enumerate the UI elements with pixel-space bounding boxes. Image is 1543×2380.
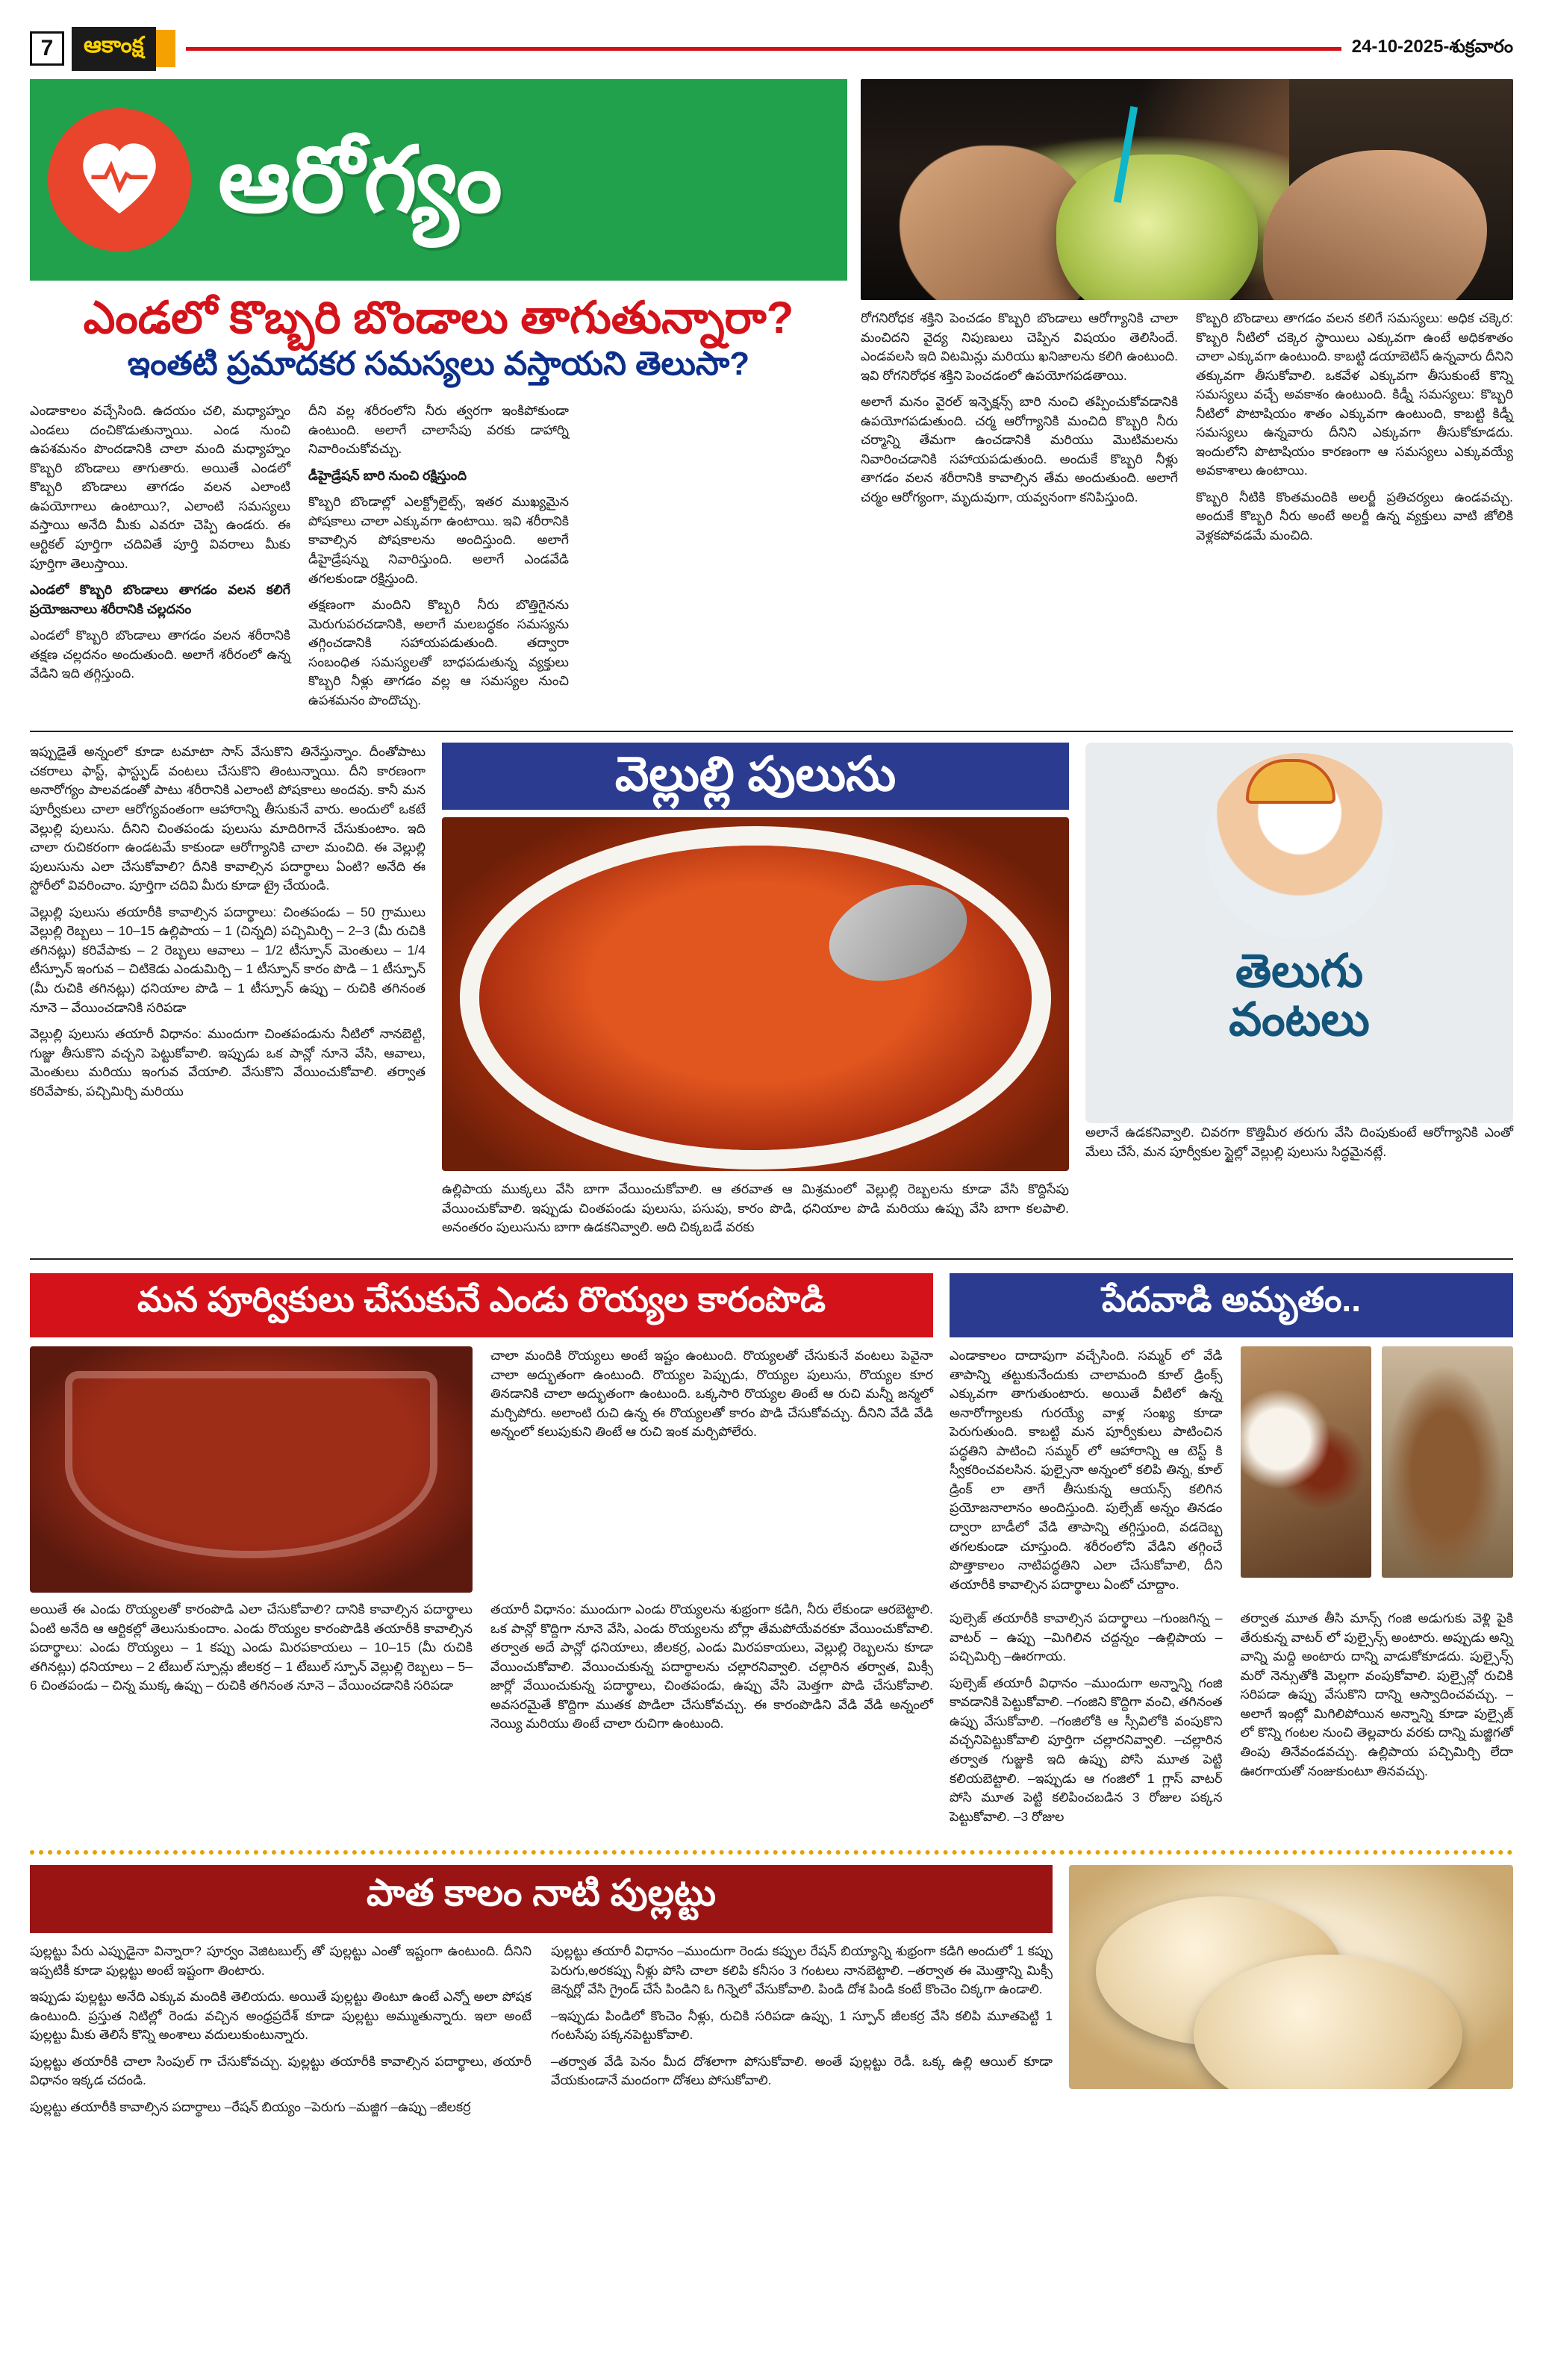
page-number: 7 bbox=[30, 31, 64, 66]
logo-accent-bar bbox=[156, 30, 175, 67]
paragraph: తయారీ విధానం: ముందుగా ఎండు రొయ్యలను శుభ్రంగా కడిగి, నీరు లేకుండా ఆరబెట్టాలి. ఒక పాన్లో కొద్దిగా నూనె వేసి, ఎండు రొయ్యలను బోర్లా తేమపోయేవరకూ వేయించుకోవాలి. తర్వాత అదే పాన్లో ధనియాలు, జీలకర్ర, ఎండు మిరపకాయలు, వెల్లుల్లి రెబ్బలను కూడా వేయించుకోవాలి. వేయించుకున్న పదార్థాలను చల్లారనివ్వాలి. చల్లారిన తర్వాత, మిక్సీ జార్లో వేయించుకున్న పదార్థాలు, చింతపండు, ఉప్పు వేసి మెత్తగా పొడి చేసుకోవాలి. అవసరమైతే కొద్దిగా ముతక పొడిలా చేసుకోవచ్చు. ఈ కారంపొడిని వేడి వేడి అన్నంలో నెయ్యి మరియు తింటే చాలా రుచిగా ఉంటుంది. bbox=[490, 1602, 933, 1731]
paragraph: అయితే ఈ ఎండు రొయ్యలతో కారంపొడి ఎలా చేసుకోవాలి? దానికి కావాల్సిన పదార్థాలు ఏంటి అనేది ఆ ఆర్టికల్లో తెలుసుకుందాం. ఎండు రొయ్యల కారంపొడికి తయారీకి కావాల్సిన పదార్థాలు: ఎండు రొయ్యలు – 1 కప్పు ఎండు మిరపకాయలు – 10–15 (మీ రుచికి తగినట్లు) ధనియాలు – 2 టేబుల్ స్పూన్లు జీలకర్ర – 1 టేబుల్ స్పూన్ వెల్లుల్లి రెబ్బలు – 5–6 చింతపండు – చిన్న ముక్క ఉప్పు – రుచికి తగినంత నూనె – వేయించడానికి సరిపడా bbox=[30, 1602, 473, 1693]
telugu-vantalu-line1: తెలుగు bbox=[1235, 946, 1364, 998]
paragraph: –తర్వాత వేడి పెనం మీద దోశలాగా పోసుకోవాలి. అంతే పుల్లట్టు రెడీ. ఒక్క ఉల్లి ఆయిల్ కూడా వేయకుండానే మందంగా దోశలు పోసుకోవాలి. bbox=[551, 2053, 1053, 2088]
lead-columns bbox=[30, 402, 847, 717]
paragraph: దీని వల్ల శరీరంలోని నీరు త్వరగా ఇంకిపోకుండా ఉంటుంది. అలాగే చాలాసేపు వరకు డాహార్ని నివారించుకోవచ్చు. bbox=[308, 403, 569, 457]
pullattu-section bbox=[30, 1865, 1513, 2124]
paragraph: ఎండాకాలం దాదాపుగా వచ్చేసింది. సమ్మర్ లో వేడి తాపాన్ని తట్టుకునేందుకు చాలామంది కూల్ డ్రింక్స్ ఎక్కువగా తాగుతుంటారు. అయితే వీటిలో ఉన్న అనారోగ్యాలకు గురయ్యే వాళ్ల సంఖ్య కూడా పెరుగుతుంది. కాబట్టి మన పూర్వీకులు పాటించిన పద్ధతిని పాటించి సమ్మర్ లో ఆహారాన్ని ఆ టెస్ట్ కి స్వీకరించవలసిన. ఫుల్సైనా అన్నంలో కలిపి తిన్న, కూల్ డ్రింక్ లా తాగే తీసుకున్న ఆయన్స్ కలిగిన ప్రయోజనాలానం అందిస్తుంది. పుల్సేజ్ అన్నం తినడం ద్వారా బాడీలో వేడి తాపాన్ని తగ్గిస్తుంది, వడదెబ్బ తగలకుండా చూస్తుంది. శరీరంలోని వేడిని తగ్గించే పొత్తాకాలం నాటిపద్ధతిని ఎలా చేసుకోవాలి, దీని తయారీకి కావాల్సిన పదార్థాలు ఏంటో చూద్దాం. bbox=[950, 1348, 1223, 1592]
pedavadi-column-2 bbox=[950, 1609, 1223, 1834]
pedavadi-photos bbox=[1241, 1346, 1514, 1602]
lead-column-3a bbox=[861, 309, 1178, 553]
paragraph: తక్షణంగా మందిని కొబ్బరి నీరు బొత్తిగైనను మెరుగుపరచడానికి, అలాగే మలబద్ధకం సమస్యను తగ్గించడానికి సహాయపడుతుంది. తద్వారా సంబంధిత సమస్యలతో బాధపడుతున్న వ్యక్తులు కొబ్బరి నీళ్లు తాగడం వల్ల ఆ సమస్యల నుంచి ఉపశమనం పొందొచ్చు. bbox=[308, 597, 569, 708]
paragraph: చాలా మందికి రొయ్యలు అంటే ఇష్టం ఉంటుంది. రొయ్యలతో చేసుకునే వంటలు పెవైనా చాలా అద్భుతంగా ఉంటుంది. రొయ్యల పెప్పుడు, రొయ్యల పులుసు, రొయ్యల కూర తినడానికి చాలా అద్భుతంగా ఉంటుంది. ఒక్కసారి రొయ్యల తింటే ఆ రుచి మన్నీ జన్మలో మర్చిపోరు. అలాంటి రుచి ఉన్న ఈ రొయ్యలతో కారం పొడి చేసుకోవచ్చు. దీనిని వేడి వేడి అన్నంలో కలుపుకుని తింటే ఆ రుచి ఇంక మర్చిపోలేరు. bbox=[490, 1348, 933, 1440]
section-title: ఆరోగ్యం bbox=[218, 129, 502, 231]
vellulli-center-column bbox=[442, 743, 1069, 1245]
telugu-vantalu-line2: వంటలు bbox=[1229, 994, 1370, 1046]
paragraph: ఇప్పుడు పుల్లట్టు అనేది ఎక్కువ మందికి తెలియదు. అయితే పుల్లట్టు తింటూ ఉంటే ఎన్నో అలా పోషక ఉంటుంది. ప్రస్తుత నిటిల్లో రెండు వచ్చిన అంధ్రప్రదేశ్ కూడా పుల్లట్టు అమ్ముతున్నారు. ఇలా అంటే పుల్లట్టు మీకు తెలిసే కొన్ని అంశాలు వదులుకుంటున్నారు. bbox=[30, 1989, 532, 2043]
paragraph: –ఇప్పుడు పిండిలో కొంచెం నీళ్లు, రుచికి సరిపడా ఉప్పు, 1 స్పూన్ జీలకర్ర వేసి కలిపి మూతపెట్టి 1 గంటసేపు పక్కనపెట్టుకోవాలి. bbox=[551, 2008, 1053, 2043]
coconut-water-photo bbox=[861, 79, 1513, 300]
royyalu-intro-column bbox=[490, 1346, 933, 1593]
vellulli-section bbox=[30, 743, 1513, 1245]
paragraph: పుల్సెజ్ తయారీకి కావాల్సిన పదార్థాలు –గుంజగిన్న –వాటర్ – ఉప్పు –మిగిలిన చద్దన్నం –ఉల్లిపాయ –పచ్చిమిర్చి –ఊరగాయ. bbox=[950, 1611, 1223, 1664]
paragraph: అలాగే మనం వైరల్ ఇన్ఫెక్షన్స్ బారి నుంచి తప్పించుకోవడానికి ఉపయోగపడుతుంది. చర్మ ఆరోగ్యానికి మంచిది కొబ్బరి నీరు చర్మాన్ని తేమగా ఉంచడానికి మరియు మొటిమలను నివారించడానికి సహాయపడుతుంది. అందుకే కొబ్బరి నీళ్లు తాగడం వలన శరీరానికి కావాల్సిన తేమ అందుతుంది. అలాగే చర్మం ఆరోగ్యంగా, మృదువుగా, యవ్వనంగా కనిపిస్తుంది. bbox=[861, 394, 1178, 505]
pullattu-bar-title: పాత కాలం నాటి పుల్లట్టు bbox=[30, 1865, 1053, 1933]
dotted-divider bbox=[30, 1850, 1513, 1855]
paragraph: కొబ్బరి బొండాల్లో ఎలక్ట్రోలైట్స్, ఇతర ముఖ్యమైన పోషకాలు చాలా ఎక్కువగా ఉంటాయి. ఇవి శరీరానికి కావాల్సిన పోషకాలను అందిస్తుంది. అలాగే డీహైడ్రేషన్ను నివారిస్తుంది. అలాగే ఎండవేడి తగలకుండా రక్షిస్తుంది. bbox=[308, 494, 569, 586]
middle-section bbox=[30, 1273, 1513, 1834]
ambali-meal-photo bbox=[1241, 1346, 1372, 1578]
lead-column-2 bbox=[308, 402, 569, 717]
pedavadi-column-3 bbox=[1241, 1609, 1514, 1834]
heart-pulse-icon bbox=[48, 108, 191, 252]
paragraph: వెల్లుల్లి పులుసు తయారీకి కావాల్సిన పదార్థాలు: చింతపండు – 50 గ్రాములు వెల్లుల్లి రెబ్బలు – 10–15 ఉల్లిపాయ – 1 (చిన్నది) పచ్చిమిర్చి – 2–3 (మీ రుచికి తగినట్లు) కరివేపాకు – 2 రెబ్బలు ఆవాలు – 1/2 టీస్పూన్ మెంతులు – 1/4 టీస్పూన్ ఇంగువ – చిటికెడు ఎండుమిర్చి – 1 టీస్పూన్ కారం పొడి – 1 టీస్పూన్ (మీ రుచికి తగినట్లు) ధనియాల పొడి – 1 టీస్పూన్ ఉప్పు – రుచికి తగినంత నూనె – వేయించడానికి సరిపడా bbox=[30, 904, 426, 1015]
logo-text: ఆకాంక్ష bbox=[84, 32, 144, 57]
lead-column-1 bbox=[30, 402, 290, 717]
paragraph: రోగనిరోధక శక్తిని పెంచడం కొబ్బరి బొండాలు ఆరోగ్యానికి చాలా మంచిదని వైద్య నిపుణులు చెప్పిన విషయం తెలిసిందే. ఎండవలసి ఇది విటమిన్లు మరియు ఖనిజాలను కలిగి ఉంటుంది. ఇవి రోగనిరోధక శక్తిని పెంచడంలో ఉపయోగపడతాయి. bbox=[861, 310, 1178, 383]
masthead bbox=[30, 25, 1513, 72]
paragraph-subhead: ఎండలో కొబ్బరి బొండాలు తాగడం వలన కలిగే ప్రయోజనాలు శరీరానికి చల్లదనం bbox=[30, 582, 290, 616]
pedavadi-bar-title: పేదవాడి అమృతం.. bbox=[950, 1273, 1513, 1337]
lead-headline-primary: ఎండలో కొబ్బరి బొండాలు తాగుతున్నారా? bbox=[83, 293, 794, 343]
telugu-vantalu-title bbox=[1229, 947, 1370, 1044]
dry-prawn-powder-photo bbox=[30, 1346, 473, 1593]
garlic-curry-photo bbox=[442, 817, 1069, 1171]
pedavadi-article bbox=[950, 1273, 1513, 1834]
paragraph: పుల్సెజ్ తయారీ విధానం –ముందుగా అన్నాన్ని గంజి కావడానికి పెట్టుకోవాలి. –గంజిని కొద్దిగా వంచి, తగినంత ఉప్పు వేసుకోవాలి. –గంజిలోకి ఆ స్సీవిలోకి వంపుకొని వచ్చనిపెట్టుకోవాలి పూర్తిగా చల్లారనివ్వాలి. –చల్లారిన తర్వాత గుజ్జుకి ఇది ఉప్పు పోసి మూత పెట్టి కలియబెట్టాలి. –ఇప్పుడు ఆ గంజిలో 1 గ్లాస్ వాటర్ పోసి మూత పెట్టి కలిపించబడిన 3 రోజుల పక్కన పెట్టుకోవాలి. –3 రోజుల bbox=[950, 1675, 1223, 1824]
pullattu-column-1 bbox=[30, 1942, 532, 2124]
paragraph: తర్వాత మూత తీసి మాన్స్ గంజి అడుగుకు వెళ్లి పైకి తేరుకున్న వాటర్ లో పుల్సైన్స్ అంటారు. అప్పుడు అన్ని వాన్ని మద్ది అంటారు దాన్ని వాడుకోకూడదు. పుల్సైన్స్ మరో నెన్సుతోకి మెల్లగా వంపుకోవాలి. పుల్సైన్లో రుచికి సరిపడా ఉప్పు వేసుకొని దాన్ని ఆస్వాదించవచ్చు. –అలాగే ఇంట్లో మిగిలిపోయిన అన్నాన్ని కూడా పుల్సైజ్ లో కొన్ని గంటల నుంచి తెల్లవారు వరకు దాన్ని మజ్జిగతో తింపు తినేవండవచ్చు. ఉల్లిపాయ పచ్చిమిర్చి లేదా ఊరగాయతో నంజుకుంటూ తినవచ్చు. bbox=[1240, 1611, 1513, 1778]
vellulli-right-column bbox=[1085, 743, 1513, 1245]
section-divider bbox=[30, 1258, 1513, 1260]
issue-date: 24-10-2025-శుక్రవారం bbox=[1351, 36, 1513, 57]
pedavadi-column-1 bbox=[950, 1346, 1223, 1602]
royyalu-bar-title: మన పూర్వికులు చేసుకునే ఎండు రొయ్యల కారంపొడి bbox=[30, 1273, 933, 1337]
paragraph: కొబ్బరి బొండాలు తాగడం వలన కలిగే సమస్యలు: అధిక చక్కెర: కొబ్బరి నీటిలో చక్కెర స్థాయిలు ఎక్కువగా ఉంటే అధికశాతం చాలా ఎక్కువగా ఉంటుంది. కాబట్టి డయాబెటిస్ ఉన్నవారు దీనిని తక్కువగా తీసుకోవాలి. ఒకవేళ ఎక్కువగా తీసుకుంటే కొన్ని సమస్యలు వచ్చే అవకాశం ఉంటుంది. కిడ్నీ సమస్యలు: కొబ్బరి నీటిలో పొటాషియం శాతం ఎక్కువగా ఉంటుంది, కాబట్టి కిడ్నీ సమస్యలు ఉన్నవారు దీనిని ఎక్కువగా తీసుకోకూడదు. ఇందులోని పొటాషియం కారణంగా ఆ సమస్యలు ఎక్కువయ్యే అవకాశాలు ఉంటాయి. bbox=[1196, 310, 1513, 478]
paragraph: అలానే ఉడకనివ్వాలి. చివరగా కొత్తిమీర తరుగు వేసి దింపుకుంటే ఆరోగ్యానికి ఎంతో మేలు చేసే, మన పూర్వీకుల స్టైల్లో వెల్లుల్లి పులుసు సిద్ధమైనట్లే. bbox=[1085, 1125, 1513, 1159]
royyalu-column-2 bbox=[490, 1600, 933, 1741]
vellulli-banner-title: వెల్లుల్లి పులుసు bbox=[442, 743, 1069, 810]
vellulli-left-column bbox=[30, 743, 426, 1245]
pullattu-photo-column bbox=[1069, 1865, 1513, 2124]
paragraph: పుల్లట్టు తయారీ విధానం –ముందుగా రెండు కప్పుల రేషన్ బియ్యాన్ని శుభ్రంగా కడిగి అందులో 1 కప్పు పెరుగు,అరకప్పు నీళ్లు పోసి చాలా కలిపి కనీసం 3 గంటలు నానబెట్టాలి. –తర్వాత ఈ మొత్తాన్ని మిక్సీ జెన్నర్లో వేసి గ్రైండ్ చేసే పిండిని ఓ గిన్నెలో వేసుకోవాలి. పిండి దోశ పిండి కంటే కొంచెం చిక్కగా ఉండాలి. bbox=[551, 1943, 1053, 1997]
section-divider bbox=[30, 731, 1513, 732]
aarogyam-banner bbox=[30, 79, 847, 281]
paragraph: పుల్లట్టు తయారీకి కావాల్సిన పదార్థాలు –రేషన్ బియ్యం –పెరుగు –మజ్జిగ –ఉప్పు –జీలకర్ర bbox=[30, 2099, 471, 2114]
paragraph: ఎండలో కొబ్బరి బొండాలు తాగడం వలన శరీరానికి తక్షణ చల్లదనం అందుతుంది. అలాగే శరీరంలో ఉన్న వేడిని ఇది తగ్గిస్తుంది. bbox=[30, 628, 290, 681]
paragraph: ఎండాకాలం వచ్చేసింది. ఉదయం చలి, మధ్యాహ్నం ఎండలు దంచికొడుతున్నాయి. ఎండ నుంచి ఉపశమనం పొందడానికి చాలా మంది మధ్యాహ్నం కొబ్బరి బొండాలు తాగుతారు. అయితే ఎండలో కొబ్బరి బొండాలు తాగడం వలన ఎలాంటి ఉపయోగాలు ఉంటాయి?, ఎలాంటి సమస్యలు వస్తాయి అనేది మీకు ఎవరూ చెప్పి ఉండరు. ఈ ఆర్టికల్ పూర్తిగా చదివితే పూర్తి వివరాలు మీకు పూర్తిగా తెలుస్తాయి. bbox=[30, 403, 290, 571]
paragraph: కొబ్బరి నీటికి కొంతమందికి అలర్జీ ప్రతిచర్యలు ఉండవచ్చు. అందుకే కొబ్బరి నీరు అంటే అలర్జీ ఉన్న వ్యక్తులు వాటి జోలికి వెళ్లకపోవడమే మంచిది. bbox=[1196, 489, 1513, 543]
lead-section bbox=[30, 79, 1513, 717]
paragraph: పుల్లట్టు పేరు ఎప్పుడైనా విన్నారా? పూర్వం వెజిటబుల్స్ తో పుల్లట్టు ఎంతో ఇష్టంగా ఉంటుంది. దీనిని ఇప్పటికీ కూడా పుల్లట్టు అంటే ఇష్టంగా తింటారు. bbox=[30, 1943, 532, 1978]
lead-headline-secondary: ఇంతటి ప్రమాదకర సమస్యలు వస్తాయని తెలుసా? bbox=[127, 346, 750, 383]
paragraph: పుల్లట్టు తయారీకి చాలా సింపుల్ గా చేసుకోవచ్చు. పుల్లట్టు తయారీకి కావాల్సిన పదార్థాలు, తయారీ విధానం ఇక్కడ చదండి. bbox=[30, 2053, 532, 2088]
clay-pot-photo bbox=[1382, 1346, 1513, 1578]
royyalu-column-1 bbox=[30, 1600, 473, 1741]
paragraph: ఉల్లిపాయ ముక్కలు వేసి బాగా వేయించుకోవాలి. ఆ తరవాత ఆ మిశ్రమంలో వెల్లుల్లి రెబ్బలను కూడా వేసి కొద్దిసేపు వేయించుకోవాలి. ఇప్పుడు చింతపండు పులుసు, పసుపు, కారం పొడి, ధనియాల పొడి మరియు ఉప్పు వేసి బాగా కలపాలి. అనంతరం పులుసును బాగా ఉడకనివ్వాలి. అది చిక్కబడే వరకు bbox=[442, 1181, 1069, 1235]
masthead-rule bbox=[186, 47, 1341, 51]
chef-pizza-icon bbox=[1206, 753, 1393, 940]
pullattu-article bbox=[30, 1865, 1053, 2124]
lead-column-3b bbox=[1196, 309, 1513, 553]
paragraph: వెల్లుల్లి పులుసు తయారీ విధానం: ముందుగా చింతపండును నీటిలో నానబెట్టి, గుజ్జు తీసుకొని వచ్చని పెట్టుకోవాలి. ఇప్పుడు ఒక పాన్లో నూనె వేసి, ఆవాలు, మెంతులు మరియు ఇంగువ వేయాలి. వేసుకొని వేయించుకోవాలి. తర్వాత కరివేపాకు, పచ్చిమిర్చి మరియు bbox=[30, 1026, 426, 1099]
royyalu-article bbox=[30, 1273, 933, 1834]
pullattu-column-2 bbox=[551, 1942, 1053, 2124]
pullattu-columns bbox=[30, 1942, 1053, 2124]
paragraph: ఇప్పుడైతే అన్నంలో కూడా టమాటా సాస్ వేసుకొని తినేస్తున్నాం. దీంతోపాటు చకరాలు ఫాస్ట్, ఫాస్ట్ఫుడ్ వంటలు చేసుకొని తింటున్నాయి. దీని కారణంగా అనారోగ్యం పాలవడంతో పాటు శరీరానికి ఎలాంటి పోషకాలు అందవు. కానీ మన పూర్వీకులు చాలా ఆరోగ్యవంతంగా ఆహారాన్ని తీసుకునే వారు. అందులో ఒకటే వెల్లుల్లి పులుసు. దీనిని చింతపండు పులుసు మాదిరిగానే చేసుకుంటాం. ఇది చాలా రుచికరంగా ఉండటమే కాకుండా ఆరోగ్యానికి చాలా మంచిది. ఈ వెల్లుల్లి పులుసును ఎలా చేసుకోవాలి? దీనికి కావాల్సిన పదార్థాలు ఏంటి? అనేది ఈ స్టోరీలో వివరించాం. పూర్తిగా చదివి మీరు కూడా ట్రై చేయండి. bbox=[30, 744, 426, 893]
telugu-vantalu-card bbox=[1085, 743, 1513, 1123]
paragraph-subhead: డీహైడ్రేషన్ బారి నుంచి రక్షిస్తుంది bbox=[308, 467, 467, 483]
lead-column-3-spacer bbox=[587, 402, 847, 717]
publication-logo bbox=[72, 27, 156, 71]
lead-right-columns bbox=[861, 309, 1513, 553]
pullattu-dosa-photo bbox=[1069, 1865, 1513, 2089]
